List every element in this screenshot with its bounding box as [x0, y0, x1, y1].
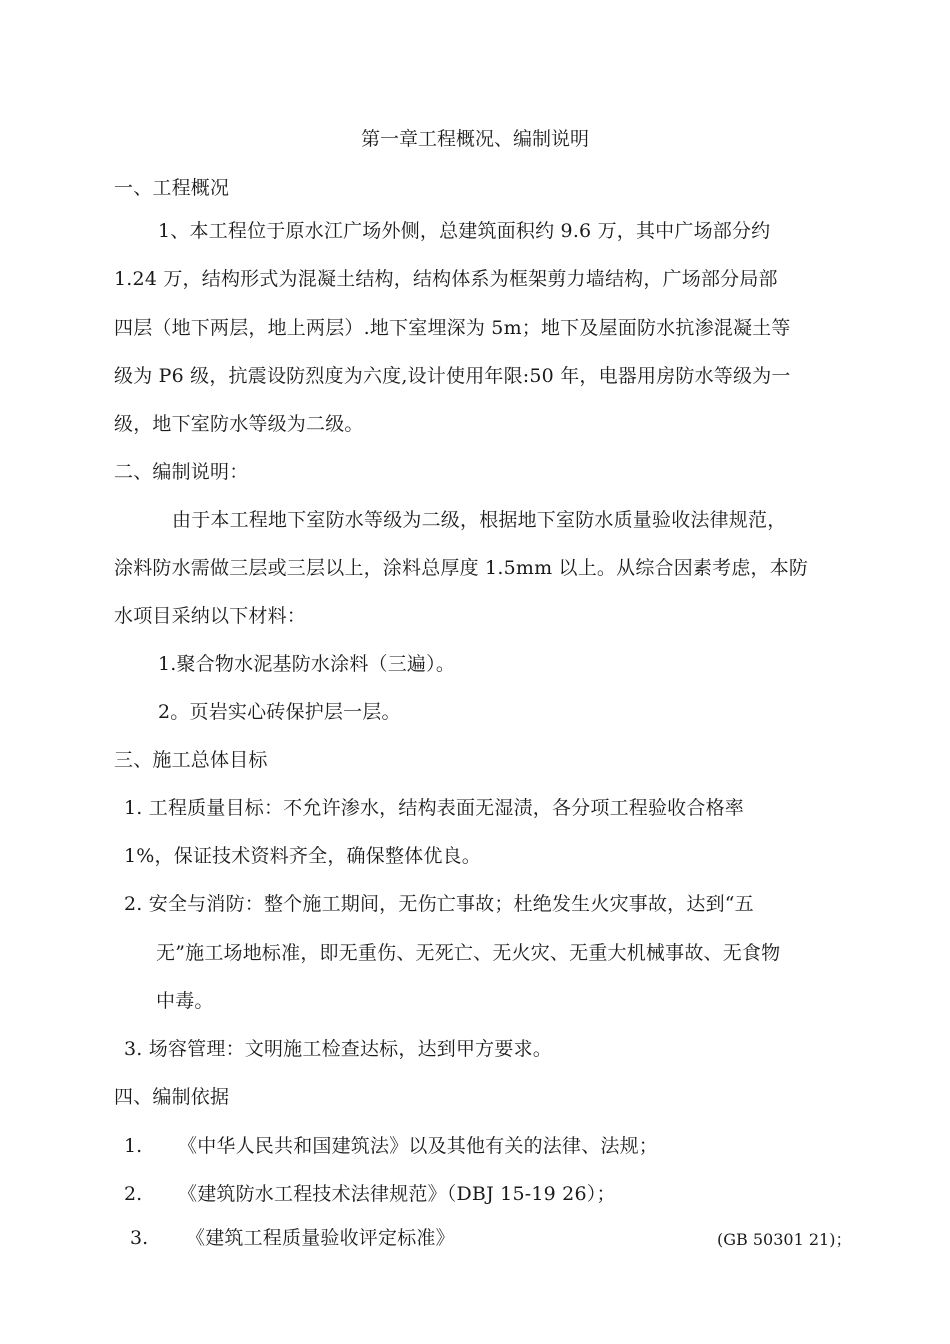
overview-paragraph-line-1: 1、本工程位于原水江广场外侧，总建筑面积约 9.6 万，其中广场部分约 — [158, 220, 771, 242]
goal-safety-line-3: 中毒。 — [156, 990, 214, 1012]
overview-paragraph-line-4: 级为 P6 级，抗震设防烈度为六度,设计使用年限:50 年，电器用房防水等级为一 — [114, 365, 791, 387]
compilation-paragraph-line-1: 由于本工程地下室防水等级为二级，根据地下室防水质量验收法律规范， — [172, 509, 787, 531]
reference-text-3: 《建筑工程质量验收评定标准》 — [186, 1227, 455, 1249]
material-item-1: 1.聚合物水泥基防水涂料（三遍）。 — [158, 653, 456, 675]
section-heading-overview: 一、工程概况 — [114, 177, 230, 199]
reference-number-2: 2. — [124, 1183, 143, 1205]
compilation-paragraph-line-3: 水项目采纳以下材料： — [114, 605, 307, 627]
compilation-paragraph-line-2: 涂料防水需做三层或三层以上，涂料总厚度 1.5mm 以上。从综合因素考虑，本防 — [114, 557, 809, 579]
material-item-2: 2。页岩实心砖保护层一层。 — [158, 701, 401, 723]
section-heading-compilation: 二、编制说明： — [114, 461, 249, 483]
reference-code-3: (GB 50301 21)； — [717, 1230, 852, 1249]
goal-safety-line-2: 无”施工场地标准，即无重伤、无死亡、无火灾、无重大机械事故、无食物 — [156, 942, 781, 964]
chapter-title: 第一章工程概况、编制说明 — [360, 128, 589, 150]
reference-number-1: 1. — [124, 1135, 143, 1157]
goal-site-management: 3. 场容管理：文明施工检查达标，达到甲方要求。 — [124, 1038, 552, 1060]
overview-paragraph-line-3: 四层（地下两层，地上两层）.地下室埋深为 5m；地下及屋面防水抗渗混凝土等 — [114, 317, 791, 339]
reference-number-3: 3. — [130, 1227, 149, 1249]
goal-safety-line-1: 2. 安全与消防：整个施工期间，无伤亡事故；杜绝发生火灾事故，达到“五 — [124, 893, 754, 915]
goal-quality-line-1: 1. 工程质量目标：不允许渗水，结构表面无湿渍，各分项工程验收合格率 — [124, 797, 744, 819]
section-heading-goals: 三、施工总体目标 — [114, 749, 268, 771]
overview-paragraph-line-2: 1.24 万，结构形式为混凝土结构，结构体系为框架剪力墙结构，广场部分局部 — [114, 268, 778, 290]
section-heading-basis: 四、编制依据 — [114, 1086, 230, 1108]
reference-text-2: 《建筑防水工程技术法律规范》（DBJ 15-19 26）； — [178, 1183, 616, 1205]
overview-paragraph-line-5: 级，地下室防水等级为二级。 — [114, 413, 364, 435]
reference-text-1: 《中华人民共和国建筑法》以及其他有关的法律、法规； — [178, 1135, 659, 1157]
goal-quality-line-2: 1%，保证技术资料齐全，确保整体优良。 — [124, 845, 481, 867]
